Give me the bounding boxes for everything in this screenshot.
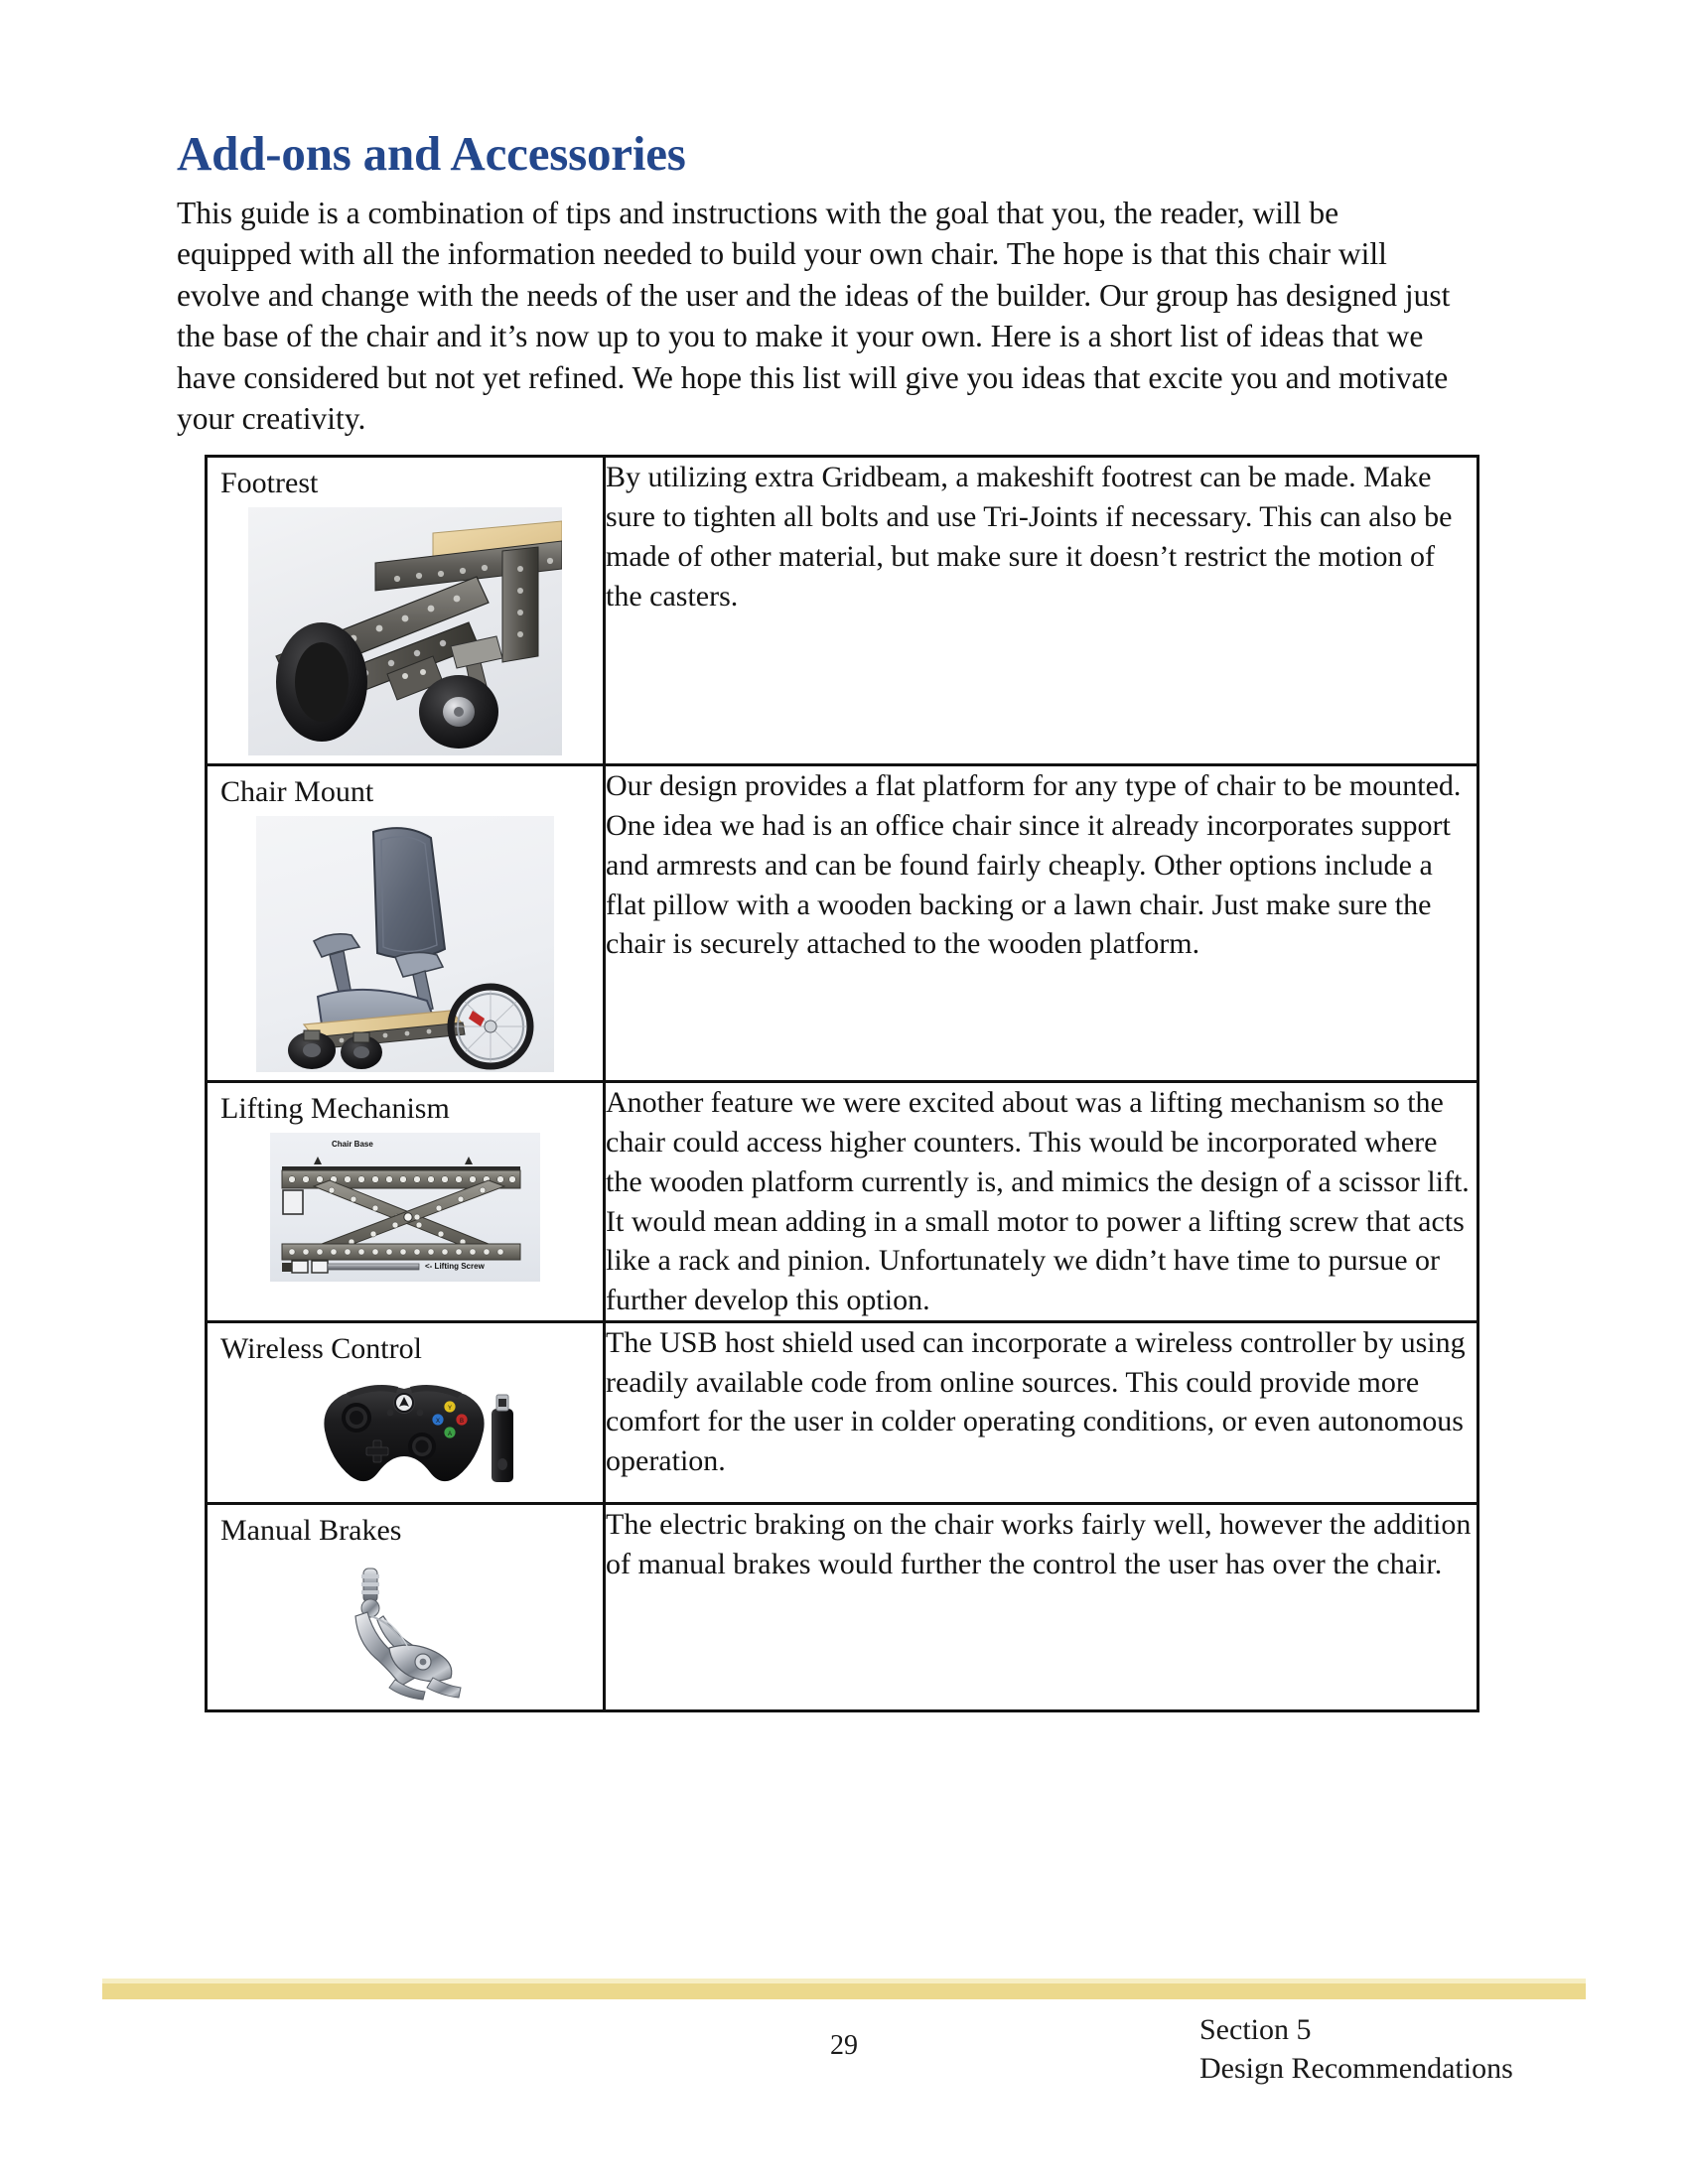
figure-container bbox=[208, 501, 603, 763]
table-row bbox=[207, 765, 1478, 1082]
table-row bbox=[207, 1321, 1478, 1503]
accessories-table bbox=[205, 455, 1479, 1712]
xbox-controller-and-usb-dongle-photo bbox=[281, 1373, 529, 1494]
svg-text:X: X bbox=[435, 1418, 441, 1425]
office-chair-on-wheelchair-base-render bbox=[256, 816, 554, 1072]
footer-rule bbox=[102, 1983, 1586, 1999]
intro-paragraph: This guide is a combination of tips and instructions with the goal that you, the reader, will be equipped with all the information needed to build your own chair. The hope is that this chair will evolve and change with the needs of the user and the ideas of the builder. Our group has designed just the base of the chair and it’s now up to you to make it your own. Here is a short list of ideas that we have considered but not yet refined. We hope this list will give you ideas that excite you and motivate your creativity. bbox=[177, 195, 1451, 436]
gridbeam-footrest-caster-render bbox=[248, 507, 562, 755]
table-cell-description bbox=[605, 457, 1478, 765]
page-title: Add-ons and Accessories bbox=[177, 126, 686, 181]
figure-container bbox=[208, 1127, 603, 1290]
bicycle-brake-caliper-photo bbox=[306, 1555, 504, 1702]
table-cell-label bbox=[207, 765, 605, 1082]
row-description-chair-mount: Our design provides a flat platform for any type of chair to be mounted. One idea we had is an office chair since it already incorporates support and armrests and can be found fairly cheaply. Other options include a flat pillow with a wooden backing or a lawn chair. Just make sure the chair is securely attached to the wooden platform. bbox=[606, 769, 1462, 961]
table-cell-description bbox=[605, 1321, 1478, 1503]
table-cell-label bbox=[207, 1082, 605, 1322]
footer-section-title: Design Recommendations bbox=[1199, 2052, 1513, 2085]
table-row bbox=[207, 1082, 1478, 1322]
svg-text:B: B bbox=[459, 1418, 465, 1425]
table-cell-label bbox=[207, 457, 605, 765]
footrest-illustration bbox=[248, 507, 562, 755]
brake-caliper-illustration bbox=[306, 1555, 504, 1702]
footer-section-number: Section 5 bbox=[1199, 2013, 1312, 2046]
row-description-manual-brakes: The electric braking on the chair works fairly well, however the addition of manual brakes would further the control the user has over the chair. bbox=[606, 1507, 1472, 1580]
row-label-lifting-mechanism: Lifting Mechanism bbox=[220, 1092, 450, 1126]
controller-illustration bbox=[281, 1373, 529, 1494]
scissor-lift-illustration bbox=[270, 1133, 540, 1282]
row-description-wireless-control: The USB host shield used can incorporate a wireless controller by using readily available code from online sources. This could provide more comfort for the user in colder operating conditions, or even autonomous operation. bbox=[606, 1325, 1466, 1478]
table-cell-description bbox=[605, 1503, 1478, 1710]
table-cell-description bbox=[605, 1082, 1478, 1322]
chair-mount-illustration bbox=[256, 816, 554, 1072]
figure-container bbox=[208, 1549, 603, 1709]
table-row bbox=[207, 1503, 1478, 1710]
lift-label-lifting-screw: <- Lifting Screw bbox=[425, 1262, 485, 1272]
row-label-chair-mount: Chair Mount bbox=[220, 775, 374, 809]
table-row bbox=[207, 457, 1478, 765]
scissor-lift-diagram bbox=[270, 1133, 540, 1282]
row-description-lifting-mechanism: Another feature we were excited about was a lifting mechanism so the chair could access higher counters. This would be incorporated where the wooden platform currently is, and mimics the design of a scissor lift. It would mean adding in a small motor to power a lifting screw that acts like a rack and pinion. Unfortunately we didn’t have time to pursue or further develop this option. bbox=[606, 1086, 1470, 1317]
figure-container bbox=[208, 810, 603, 1080]
footer-section-block bbox=[1199, 2010, 1513, 2088]
svg-text:Y: Y bbox=[447, 1405, 453, 1412]
row-label-footrest: Footrest bbox=[220, 467, 319, 500]
figure-container bbox=[208, 1367, 603, 1502]
svg-text:A: A bbox=[447, 1431, 453, 1437]
row-label-wireless-control: Wireless Control bbox=[220, 1331, 422, 1365]
row-description-footrest: By utilizing extra Gridbeam, a makeshift footrest can be made. Make sure to tighten all bolts and use Tri-Joints if necessary. This can also be made of other material, but make sure it doesn’t restrict the motion of the casters. bbox=[606, 461, 1453, 613]
page-content bbox=[177, 127, 1517, 1712]
page-number: 29 bbox=[830, 2030, 858, 2061]
lift-label-chair-base: Chair Base bbox=[332, 1140, 373, 1150]
row-label-manual-brakes: Manual Brakes bbox=[220, 1513, 402, 1547]
table-cell-description bbox=[605, 765, 1478, 1082]
table-cell-label bbox=[207, 1503, 605, 1710]
table-cell-label bbox=[207, 1321, 605, 1503]
